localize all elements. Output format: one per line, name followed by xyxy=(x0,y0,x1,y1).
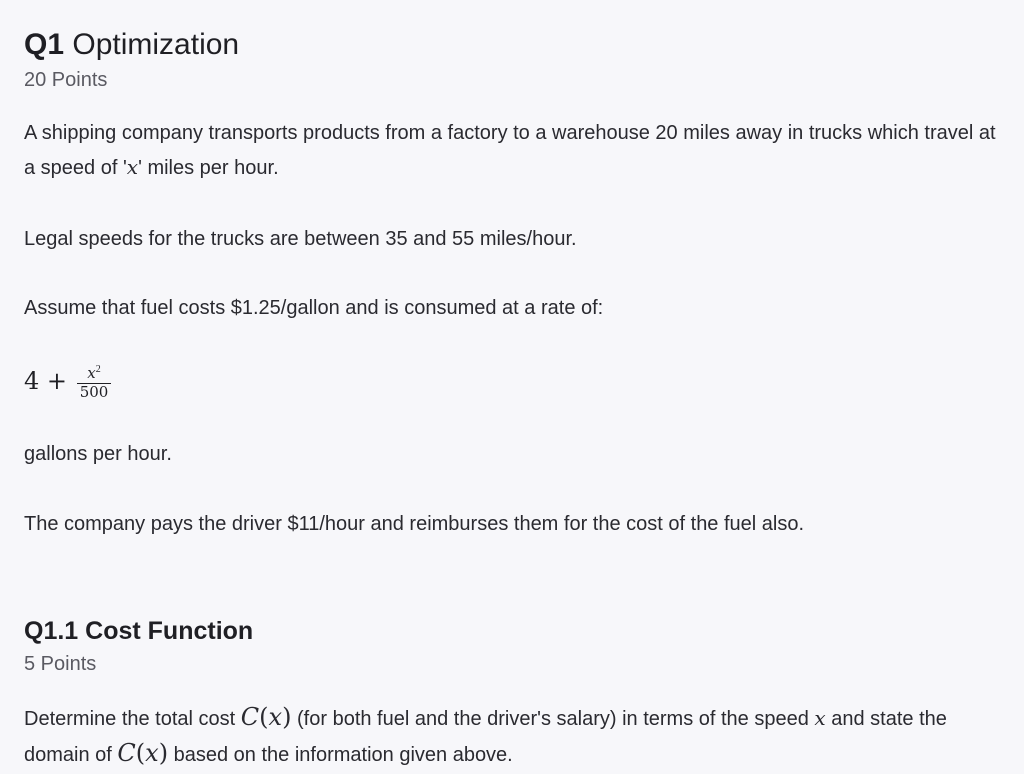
numerator-exponent: 2 xyxy=(95,364,101,375)
speed-variable-2: x xyxy=(814,706,826,730)
question-title xyxy=(24,27,1004,63)
formula-fraction xyxy=(77,361,111,401)
cost-fn-name-2: C xyxy=(117,739,136,767)
prompt-text-2: (for both fuel and the driver's salary) in terms of the speed xyxy=(291,708,815,730)
subquestion-number: Q1.1 xyxy=(24,617,79,645)
cost-fn-arg-2: x xyxy=(145,739,159,767)
fuel-cost-paragraph: Assume that fuel costs $1.25/gallon and is consumed at a rate of: xyxy=(24,297,604,319)
intro-paragraph xyxy=(24,116,1004,185)
legal-speeds-paragraph: Legal speeds for the trucks are between 35 and 55 miles/hour. xyxy=(24,228,577,250)
speed-variable: x xyxy=(126,155,139,179)
subquestion-points: 5 Points xyxy=(24,653,97,675)
gallons-paragraph: gallons per hour. xyxy=(24,443,172,465)
prompt-text-4: based on the information given above. xyxy=(168,744,513,766)
cost-function-2: C(x) xyxy=(117,739,169,767)
subquestion-prompt xyxy=(24,700,1004,772)
question-name: Optimization xyxy=(72,28,240,61)
prompt-text-3: and state the domain of xyxy=(24,708,947,766)
intro-text-start: A shipping company transports products from a factory to a warehouse 20 miles away in trucks which travel at a speed of ' xyxy=(24,122,996,179)
subquestion-name: Cost Function xyxy=(85,617,254,645)
cost-function: C(x) xyxy=(240,703,292,731)
intro-text-end: ' miles per hour. xyxy=(138,157,279,179)
fraction-numerator xyxy=(85,361,102,383)
cost-fn-name: C xyxy=(240,703,260,731)
driver-pay-paragraph: The company pays the driver $11/hour and reimburses them for the cost of the fuel also. xyxy=(24,513,805,535)
fuel-rate-formula xyxy=(24,360,1004,402)
fraction-denominator: 500 xyxy=(79,383,109,401)
subquestion-title xyxy=(24,616,1004,646)
question-number: Q1 xyxy=(24,28,65,61)
question-points: 20 Points xyxy=(24,69,108,91)
numerator-variable: x xyxy=(87,364,96,382)
cost-fn-arg: x xyxy=(268,703,283,731)
formula-constant: 4 + xyxy=(24,367,68,395)
prompt-text-1: Determine the total cost xyxy=(24,708,241,730)
